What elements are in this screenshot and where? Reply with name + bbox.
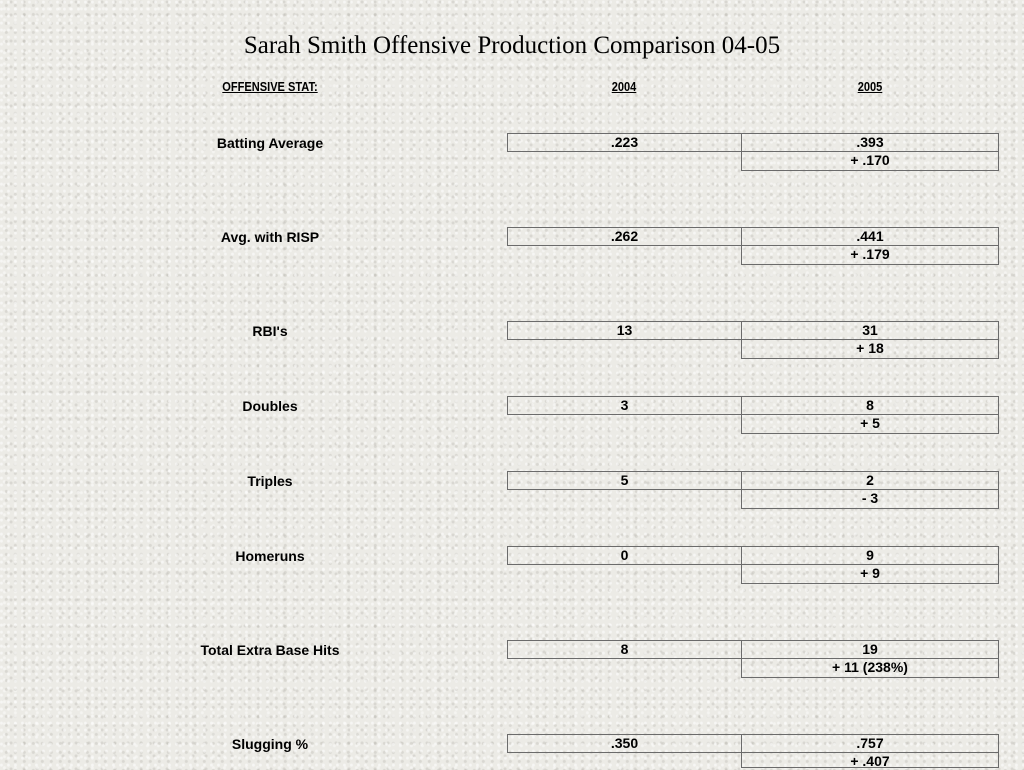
change-cell: + 9 xyxy=(741,565,999,584)
value-2004: 8 xyxy=(508,641,742,658)
header-year-2004: 2004 xyxy=(611,79,637,94)
value-2005: 8 xyxy=(866,397,874,413)
change-cell: - 3 xyxy=(741,490,999,509)
value-2005: .441 xyxy=(856,228,884,244)
stat-values-row xyxy=(507,640,999,659)
value-2005: 31 xyxy=(862,322,878,338)
value-2004: 3 xyxy=(508,397,742,414)
stat-label: Homeruns xyxy=(235,548,305,564)
stat-label: Batting Average xyxy=(216,135,324,151)
page-title: Sarah Smith Offensive Production Comparison 04-05 xyxy=(243,32,781,59)
value-2004: 13 xyxy=(508,322,742,339)
value-2004: 5 xyxy=(508,472,742,489)
value-2005: .393 xyxy=(856,134,884,150)
value-2005: 2 xyxy=(866,472,874,488)
stat-values-row xyxy=(507,471,999,490)
stat-values-row xyxy=(507,734,999,753)
change-cell: + .179 xyxy=(741,246,999,265)
value-2004: .223 xyxy=(508,134,742,151)
value-2004: .350 xyxy=(508,735,742,752)
change-cell: + .407 xyxy=(741,753,999,768)
change-cell: + .170 xyxy=(741,152,999,171)
value-2005: 19 xyxy=(862,641,878,657)
change-cell: + 18 xyxy=(741,340,999,359)
stat-label: RBI's xyxy=(252,323,288,339)
header-year-2005: 2005 xyxy=(857,79,883,94)
stat-values-row xyxy=(507,227,999,246)
value-2005: 9 xyxy=(866,547,874,563)
stat-label: Doubles xyxy=(242,398,298,414)
change-cell: + 5 xyxy=(741,415,999,434)
stat-values-row xyxy=(507,396,999,415)
stat-values-row xyxy=(507,546,999,565)
stat-values-row xyxy=(507,133,999,152)
stat-label: Triples xyxy=(247,473,293,489)
value-2005: .757 xyxy=(856,735,884,751)
header-offensive-stat: OFFENSIVE STAT: xyxy=(222,79,318,94)
value-2004: .262 xyxy=(508,228,742,245)
value-2004: 0 xyxy=(508,547,742,564)
stat-values-row xyxy=(507,321,999,340)
stat-label: Total Extra Base Hits xyxy=(200,642,340,658)
change-cell: + 11 (238%) xyxy=(741,659,999,678)
stat-label: Slugging % xyxy=(231,736,309,752)
stat-label: Avg. with RISP xyxy=(220,229,320,245)
